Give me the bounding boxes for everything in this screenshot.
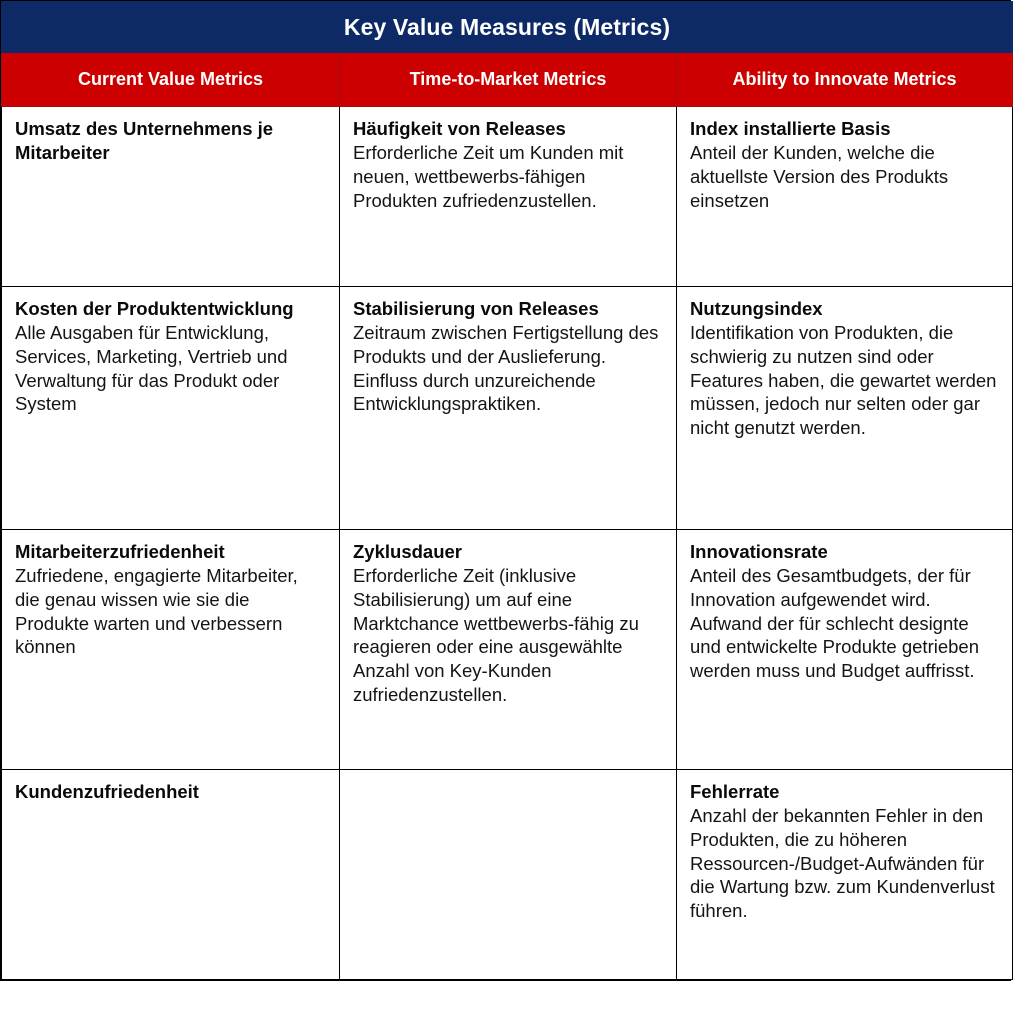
metric-cell: [2, 770, 340, 980]
table-row: [2, 530, 1013, 770]
metric-cell: [677, 287, 1013, 530]
metric-description: Identifikation von Produkten, die schwierig zu nutzen sind oder Features haben, die gewartet werden müssen, jedoch nur selten oder gar nicht genutzt werden.: [690, 321, 997, 439]
metric-description: Anteil der Kunden, welche die aktuellste Version des Produkts einsetzen: [690, 141, 949, 211]
metric-description: Anzahl der bekannten Fehler in den Produkten, die zu höheren Ressourcen-/Budget-Aufwänden für die Wartung bzw. zum Kundenverlust führen.: [690, 804, 995, 922]
metric-title: Zyklusdauer: [353, 541, 462, 562]
table-title-row: [2, 2, 1013, 53]
column-header-ability-to-innovate-metrics: Ability to Innovate Metrics: [677, 53, 1013, 107]
metric-cell-empty: [340, 770, 677, 980]
metric-cell: [340, 287, 677, 530]
metric-cell: [677, 530, 1013, 770]
metric-description: Anteil des Gesamtbudgets, der für Innovation aufgewendet wird. Aufwand der für schlecht designte und entwickelte Produkte getrieben werden muss und Budget auffrisst.: [690, 564, 979, 682]
metric-title: Häufigkeit von Releases: [353, 118, 566, 139]
metric-title: Innovationsrate: [690, 541, 828, 562]
metric-cell: [2, 287, 340, 530]
metric-description: Alle Ausgaben für Entwicklung, Services, Marketing, Vertrieb und Verwaltung für das Produkt oder System: [15, 321, 288, 415]
metric-description: Zufriedene, engagierte Mitarbeiter, die genau wissen wie sie die Produkte warten und verbessern können: [15, 564, 298, 658]
column-header-current-value-metrics: Current Value Metrics: [2, 53, 340, 107]
table-row: [2, 287, 1013, 530]
metric-title: Umsatz des Unternehmens je Mitarbeiter: [15, 118, 274, 163]
table-header: [2, 2, 1013, 107]
table-title: Key Value Measures (Metrics): [2, 2, 1013, 53]
column-header-time-to-market-metrics: Time-to-Market Metrics: [340, 53, 677, 107]
metric-title: Mitarbeiterzufriedenheit: [15, 541, 225, 562]
table-row: [2, 770, 1013, 980]
metric-title: Fehlerrate: [690, 781, 780, 802]
metric-title: Kosten der Produktentwicklung: [15, 298, 294, 319]
table-row: [2, 107, 1013, 287]
metric-cell: [2, 107, 340, 287]
table-column-header-row: [2, 53, 1013, 107]
metric-title: Stabilisierung von Releases: [353, 298, 599, 319]
metric-description: Erforderliche Zeit (inklusive Stabilisierung) um auf eine Marktchance wettbewerbs-fähig zu reagieren oder eine ausgewählte Anzahl von Key-Kunden zufriedenzustellen.: [353, 564, 639, 706]
metric-cell: [340, 530, 677, 770]
metric-cell: [340, 107, 677, 287]
metric-description: Erforderliche Zeit um Kunden mit neuen, wettbewerbs-fähigen Produkten zufriedenzustellen.: [353, 141, 624, 211]
key-value-measures-table: [1, 1, 1013, 980]
table-body: [2, 107, 1013, 980]
metric-cell: [677, 770, 1013, 980]
metric-cell: [2, 530, 340, 770]
metric-description: Zeitraum zwischen Fertigstellung des Produkts und der Auslieferung. Einfluss durch unzureichende Entwicklungspraktiken.: [353, 321, 659, 415]
metric-cell: [677, 107, 1013, 287]
metric-title: Index installierte Basis: [690, 118, 891, 139]
metric-title: Kundenzufriedenheit: [15, 781, 199, 802]
metric-title: Nutzungsindex: [690, 298, 823, 319]
